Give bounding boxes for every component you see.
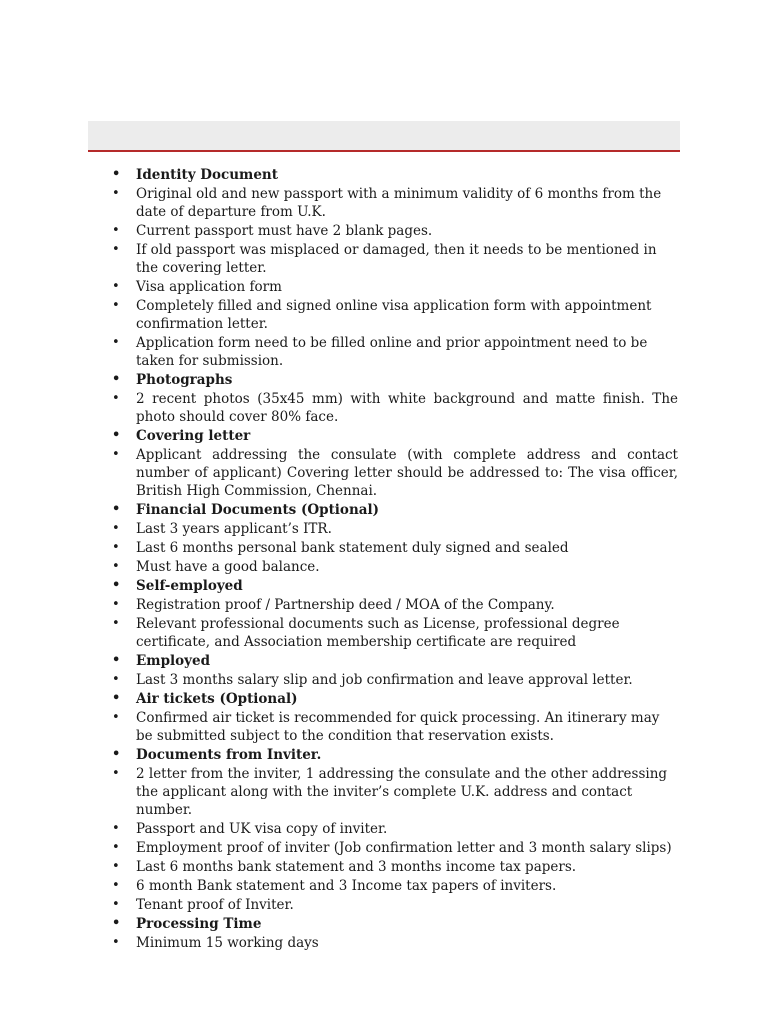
list-item: • Passport and UK visa copy of inviter. <box>110 820 678 838</box>
list-item: • Current passport must have 2 blank pages. <box>110 222 678 240</box>
list-item: • Original old and new passport with a minimum validity of 6 months from the date of departure from U.K. <box>110 185 678 221</box>
list-item: • Covering letter <box>110 427 678 445</box>
list-item: • Completely filled and signed online visa application form with appointment confirmation letter. <box>110 297 678 333</box>
list-item: • Last 6 months bank statement and 3 months income tax papers. <box>110 858 678 876</box>
list-item: • Documents from Inviter. <box>110 746 678 764</box>
list-item: • Tenant proof of Inviter. <box>110 896 678 914</box>
list-item: • Application form need to be filled online and prior appointment need to be taken for submission. <box>110 334 678 370</box>
list-item: • Relevant professional documents such as License, professional degree certificate, and Association membership certificate are required <box>110 615 678 651</box>
list-item: • 2 recent photos (35x45 mm) with white background and matte finish. The photo should cover 80% face. <box>110 390 678 426</box>
list-item: • Employment proof of inviter (Job confirmation letter and 3 month salary slips) <box>110 839 678 857</box>
list-item: • Air tickets (Optional) <box>110 690 678 708</box>
list-item: • Must have a good balance. <box>110 558 678 576</box>
list-item: • If old passport was misplaced or damaged, then it needs to be mentioned in the covering letter. <box>110 241 678 277</box>
requirements-list <box>110 166 678 953</box>
list-item: • Last 3 years applicant’s ITR. <box>110 520 678 538</box>
list-item: • Confirmed air ticket is recommended for quick processing. An itinerary may be submitted subject to the condition that reservation exists. <box>110 709 678 745</box>
list-item: • Photographs <box>110 371 678 389</box>
list-item: • Registration proof / Partnership deed / MOA of the Company. <box>110 596 678 614</box>
list-item: • Employed <box>110 652 678 670</box>
list-item: • Applicant addressing the consulate (with complete address and contact number of applicant) Covering letter should be addressed to: The visa officer, British High Commission, Chennai. <box>110 446 678 500</box>
list-item: • Last 3 months salary slip and job confirmation and leave approval letter. <box>110 671 678 689</box>
list-item: • Self-employed <box>110 577 678 595</box>
list-item: • Financial Documents (Optional) <box>110 501 678 519</box>
header-band <box>88 121 680 151</box>
list-item: • Processing Time <box>110 915 678 933</box>
list-item: • Identity Document <box>110 166 678 184</box>
header-divider <box>88 150 680 152</box>
list-item: • Minimum 15 working days <box>110 934 678 952</box>
list-item: • 6 month Bank statement and 3 Income tax papers of inviters. <box>110 877 678 895</box>
list-item: • 2 letter from the inviter, 1 addressing the consulate and the other addressing the applicant along with the inviter’s complete U.K. address and contact number. <box>110 765 678 819</box>
list-item: • Visa application form <box>110 278 678 296</box>
list-item: • Last 6 months personal bank statement duly signed and sealed <box>110 539 678 557</box>
